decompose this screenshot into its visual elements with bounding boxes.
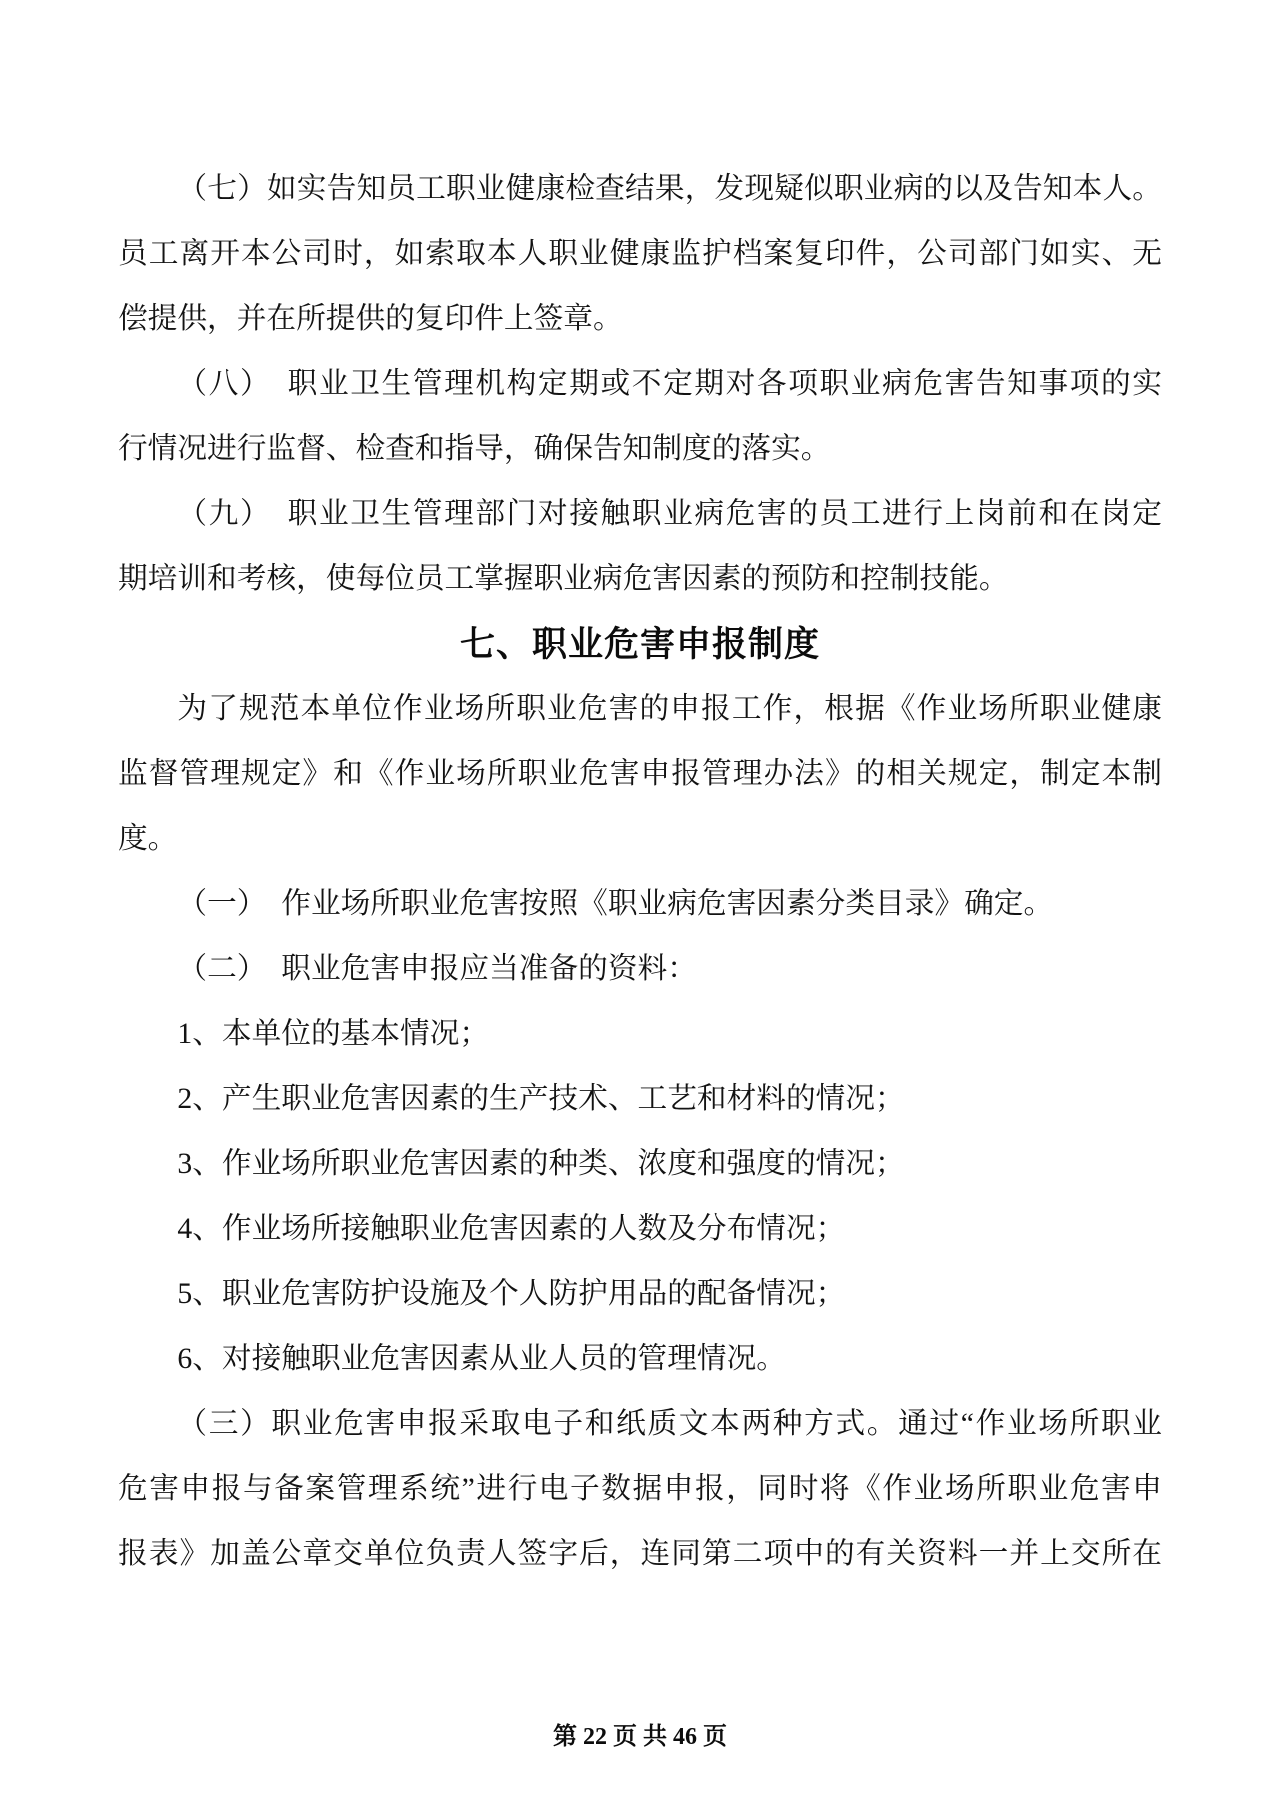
list-item-line: 3、作业场所职业危害因素的种类、浓度和强度的情况； [177, 1148, 905, 1180]
page-number: 第 22 页 共 46 页 [553, 1724, 727, 1750]
text-line: 度。 [118, 823, 178, 855]
text-line: （九） 职业卫生管理部门对接触职业病危害的员工进行上岗前和在岗定 [177, 498, 1162, 530]
text-line: （二） 职业危害申报应当准备的资料： [177, 953, 697, 985]
text-line: 报表》加盖公章交单位负责人签字后，连同第二项中的有关资料一并上交所在 [118, 1538, 1162, 1570]
text-line: 危害申报与备案管理系统”进行电子数据申报，同时将《作业场所职业危害申 [118, 1473, 1162, 1505]
list-item-line: 4、作业场所接触职业危害因素的人数及分布情况； [177, 1213, 846, 1245]
section-heading: 七、职业危害申报制度 [459, 625, 820, 664]
text-line: 行情况进行监督、检查和指导，确保告知制度的落实。 [118, 433, 831, 465]
text-line: （三）职业危害申报采取电子和纸质文本两种方式。通过“作业场所职业 [177, 1408, 1162, 1440]
list-item-line: 1、本单位的基本情况； [177, 1018, 490, 1050]
text-line: 为了规范本单位作业场所职业危害的申报工作，根据《作业场所职业健康 [177, 693, 1162, 725]
document-body [118, 157, 1162, 1587]
text-line: 偿提供，并在所提供的复印件上签章。 [118, 303, 623, 335]
text-line: （八） 职业卫生管理机构定期或不定期对各项职业病危害告知事项的实 [177, 368, 1162, 400]
list-item-line: 5、职业危害防护设施及个人防护用品的配备情况； [177, 1278, 846, 1310]
list-item-line: 2、产生职业危害因素的生产技术、工艺和材料的情况； [177, 1083, 905, 1115]
text-line: 监督管理规定》和《作业场所职业危害申报管理办法》的相关规定，制定本制 [118, 758, 1162, 790]
text-line: （一） 作业场所职业危害按照《职业病危害因素分类目录》确定。 [177, 888, 1054, 920]
list-item-line: 6、对接触职业危害因素从业人员的管理情况。 [177, 1343, 786, 1375]
text-line: 期培训和考核，使每位员工掌握职业病危害因素的预防和控制技能。 [118, 563, 1009, 595]
text-line: （七）如实告知员工职业健康检查结果，发现疑似职业病的以及告知本人。 [177, 173, 1162, 205]
text-line: 员工离开本公司时，如索取本人职业健康监护档案复印件，公司部门如实、无 [118, 238, 1162, 270]
